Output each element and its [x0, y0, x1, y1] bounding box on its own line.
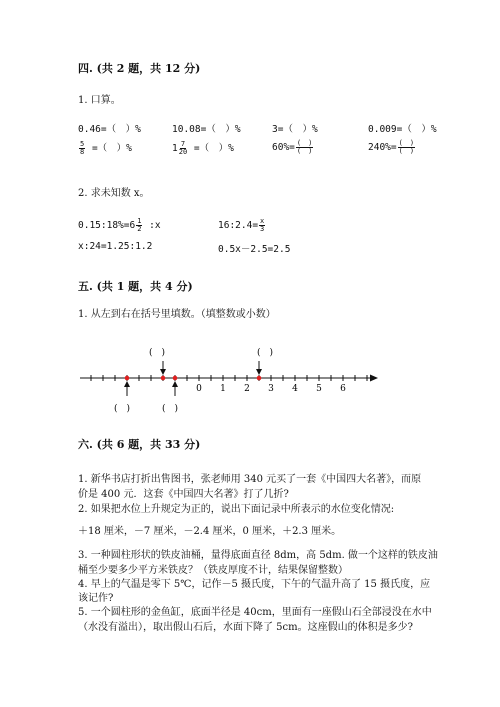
- blank-top-2: ( ): [256, 348, 274, 358]
- q6-2-line-1: 2. 如果把水位上升规定为正的，说出下面记录中所表示的水位变化情况:: [78, 504, 395, 515]
- q2-label: 2. 求未知数 x。: [78, 188, 150, 199]
- q1-item-1: 0.46=（ ）%: [78, 124, 141, 135]
- q1-item-2: 10.08=（ ）%: [172, 124, 241, 135]
- tick-label-4: 4: [292, 384, 298, 394]
- arrow-up-1: [124, 381, 130, 396]
- q2-item-4: 0.5x－2.5=2.5: [218, 244, 291, 255]
- q2-item-3: x:24=1.25:1.2: [78, 241, 153, 252]
- q1-item-5: $\frac{5}{8}$ =（ ）%: [80, 140, 132, 156]
- q6-3-line-1: 3. 一种圆柱形状的铁皮油桶，量得底面直径 8dm，高 5dm. 做一个这样的铁皮油: [78, 550, 438, 561]
- q1-item-4: 0.009=（ ）%: [368, 124, 437, 135]
- q6-1-line-2: 价是 400 元．这套《中国四大名著》打了几折?: [78, 489, 289, 500]
- tick-label-5: 5: [316, 384, 322, 394]
- section4-title: 四. (共 2 题，共 12 分): [78, 62, 201, 75]
- q2-item-1: 0.15:18%=6 $\frac{1}{2}$ :x: [78, 217, 161, 233]
- section5-title: 五. (共 1 题，共 4 分): [78, 280, 193, 293]
- point-3: [173, 376, 178, 381]
- fraction: $\frac{( )}{( )}$: [296, 139, 313, 155]
- fraction: $\frac{( )}{( )}$: [398, 139, 415, 155]
- fraction: $\frac{1}{2}$: [137, 217, 142, 233]
- axis-arrow: [370, 375, 378, 382]
- blank-bottom-2: ( ): [161, 404, 179, 414]
- q6-3-line-2: 桶至少要多少平方米铁皮？（铁皮厚度不计，结果保留整数）: [78, 565, 348, 576]
- blank-top-1: ( ): [148, 348, 166, 358]
- q6-5-line-1: 5. 一个圆柱形的金鱼缸，底面半径是 40cm，里面有一座假山石全部浸没在水中: [78, 607, 432, 618]
- q1-item-3: 3=（ ）%: [272, 124, 318, 135]
- q2-item-2: 16:2.4= $\frac{x}{3}$: [218, 217, 265, 233]
- q1-item-6: 1 $\frac{7}{20}$ =（ ）%: [172, 140, 234, 156]
- tick-label-1: 1: [220, 384, 226, 394]
- point-1: [125, 376, 130, 381]
- q1-item-7: 60%= $\frac{( )}{( )}$: [272, 139, 313, 155]
- q1-item-8: 240%= $\frac{( )}{( )}$: [368, 139, 415, 155]
- q6-4-line-2: 该记作?: [78, 593, 114, 604]
- fraction: $\frac{x}{3}$: [260, 217, 265, 233]
- q6-5-line-2: （水没有溢出），取出假山石后，水面下降了 5cm。这座假山的体积是多少?: [78, 622, 413, 633]
- tick-label-0: 0: [196, 384, 202, 394]
- point-2: [161, 376, 166, 381]
- tick-label-6: 6: [340, 384, 346, 394]
- blank-bottom-1: ( ): [113, 404, 131, 414]
- q1-label: 1. 口算。: [78, 95, 121, 106]
- q6-4-line-1: 4. 早上的气温是零下 5℃，记作－5 摄氏度，下午的气温升高了 15 摄氏度，应: [78, 579, 431, 590]
- tick-label-3: 3: [268, 384, 274, 394]
- section6-title: 六. (共 6 题，共 33 分): [78, 438, 201, 451]
- point-4: [257, 376, 262, 381]
- arrow-down-2: [256, 361, 262, 375]
- arrow-down-1: [160, 361, 166, 375]
- q6-1-line-1: 1. 新华书店打折出售图书，张老师用 340 元买了一套《中国四大名著》，而原: [78, 474, 422, 485]
- tick-label-2: 2: [244, 384, 250, 394]
- q5-1-label: 1. 从左到右在括号里填数。（填整数或小数）: [78, 309, 276, 320]
- q6-2-line-2: ＋18 厘米，－7 厘米，－2.4 厘米，0 厘米，＋2.3 厘米。: [78, 526, 342, 537]
- arrow-up-2: [172, 381, 178, 396]
- number-line: [70, 338, 390, 418]
- fraction: $\frac{5}{8}$: [80, 140, 85, 156]
- fraction: $\frac{7}{20}$: [178, 140, 188, 156]
